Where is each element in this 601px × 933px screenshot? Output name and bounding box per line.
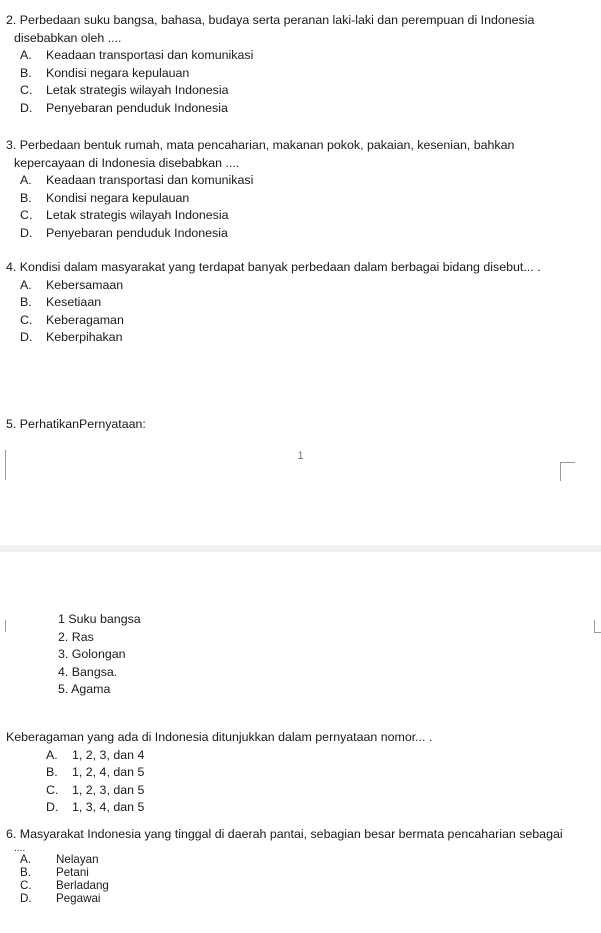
question-5-stem <box>6 416 598 434</box>
question-number: 3. <box>6 138 17 152</box>
question-3-stem <box>6 137 598 172</box>
option-a: A. Nelayan <box>20 852 99 866</box>
question-number: 6. <box>6 827 17 841</box>
statement-4: 4. Bangsa. <box>58 664 118 679</box>
option-c: C. 1, 2, 3, dan 5 <box>46 782 145 797</box>
option-b: B. Petani <box>20 865 89 879</box>
question-number: 5. <box>6 417 17 431</box>
options-list <box>6 277 598 347</box>
crop-mark-bottom-left <box>0 620 6 632</box>
option-d: D. Pegawai <box>20 891 101 905</box>
question-text-cont: .... <box>14 843 26 853</box>
question-text: Masyarakat Indonesia yang tinggal di daerah pantai, sebagian besar bermata pencaharian sebagai <box>19 827 563 841</box>
options-list <box>6 172 598 242</box>
option-c: C. Letak strategis wilayah Indonesia <box>20 83 229 97</box>
statement-5: 5. Agama <box>58 682 111 696</box>
options-list <box>6 47 598 117</box>
option-d: D. Penyebaran penduduk Indonesia <box>20 100 228 115</box>
statement-1: 1 Suku bangsa <box>58 612 141 626</box>
option-a: A. Keadaan transportasi dan komunikasi <box>20 48 254 62</box>
crop-mark-bottom-right <box>594 620 601 633</box>
question-4 <box>6 259 598 347</box>
question-text: Keberagaman yang ada di Indonesia ditunjukkan dalam pernyataan nomor... . <box>6 730 433 744</box>
option-b: B. Kesetiaan <box>20 295 102 309</box>
statement-2: 2. Ras <box>58 629 94 644</box>
option-c: C. Keberagaman <box>20 312 124 327</box>
question-number: 4. <box>6 260 17 274</box>
question-text: Perbedaan suku bangsa, bahasa, budaya serta peranan laki-laki dan perempuan di Indonesia <box>19 13 535 27</box>
option-b: B. Kondisi negara kepulauan <box>20 65 190 80</box>
option-b: B. 1, 2, 4, dan 5 <box>46 765 145 779</box>
crop-mark-top-left <box>0 450 6 480</box>
question-6-stem <box>6 826 598 853</box>
option-c: C. Letak strategis wilayah Indonesia <box>20 208 229 222</box>
question-2-stem <box>6 12 598 47</box>
question-4-stem <box>6 259 598 277</box>
question-text: PerhatikanPernyataan: <box>19 417 146 431</box>
question-2 <box>6 12 598 117</box>
option-a: A. Kebersamaan <box>20 277 124 292</box>
option-d: D. Keberpihakan <box>20 330 123 344</box>
options-list <box>6 853 598 905</box>
statement-list <box>58 611 141 699</box>
option-c: C. Berladang <box>20 878 109 892</box>
option-d: D. Penyebaran penduduk Indonesia <box>20 225 228 240</box>
option-d: D. 1, 3, 4, dan 5 <box>46 800 145 814</box>
crop-mark-top-right <box>560 462 575 481</box>
option-a: A. Keadaan transportasi dan komunikasi <box>20 173 254 187</box>
page-number: 1 <box>297 450 304 462</box>
question-text-cont: disebabkan oleh .... <box>14 30 122 45</box>
question-text: Perbedaan bentuk rumah, mata pencaharian, makanan pokok, pakaian, kesenian, bahkan <box>19 138 515 152</box>
question-text-cont: kepercayaan di Indonesia disebabkan .... <box>14 155 240 170</box>
option-b: B. Kondisi negara kepulauan <box>20 190 190 205</box>
page-gap <box>0 545 601 552</box>
question-5-body <box>6 729 598 817</box>
question-text: Kondisi dalam masyarakat yang terdapat banyak perbedaan dalam berbagai bidang disebut... . <box>19 260 541 274</box>
options-list <box>6 747 598 817</box>
statement-3: 3. Golongan <box>58 647 126 661</box>
question-6 <box>6 826 598 905</box>
question-3 <box>6 137 598 242</box>
question-number: 2. <box>6 13 17 27</box>
option-a: A. 1, 2, 3, dan 4 <box>46 747 145 762</box>
